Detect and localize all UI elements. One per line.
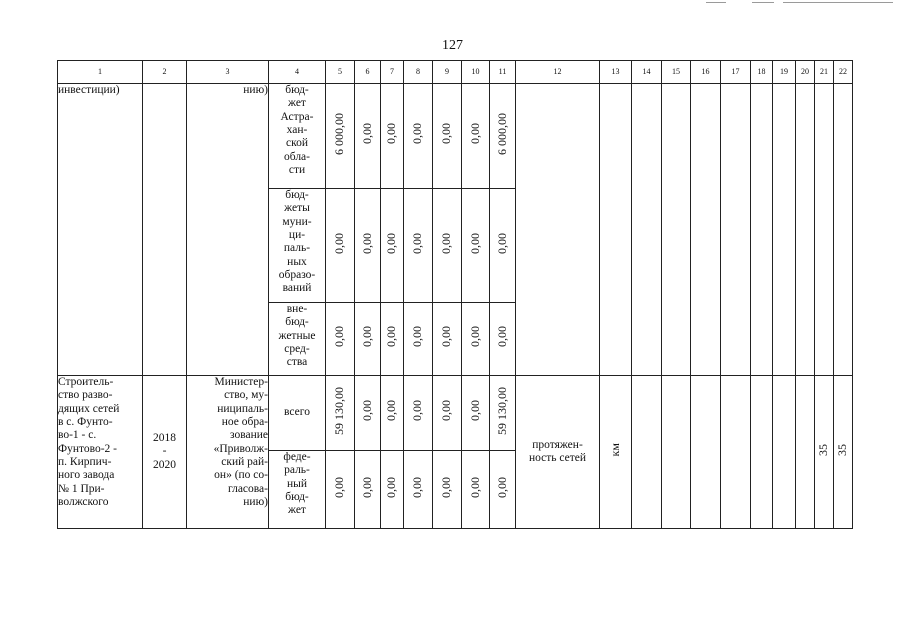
value-text: 0,00 xyxy=(332,232,347,254)
funding-source-cell: феде- раль- ный бюд- жет xyxy=(269,451,326,529)
header-cell: 17 xyxy=(721,61,751,84)
year-cell xyxy=(691,376,721,529)
value-cell xyxy=(462,376,490,451)
value-cell xyxy=(381,451,404,529)
value-cell xyxy=(355,451,381,529)
value-text: 0,00 xyxy=(494,326,509,348)
header-cell: 18 xyxy=(751,61,773,84)
value-cell xyxy=(326,303,355,376)
scan-artifact-line xyxy=(706,2,726,3)
value-text: 59 130,00 xyxy=(332,386,347,435)
value-text: 0,00 xyxy=(439,476,454,498)
value-text: 0,00 xyxy=(384,123,399,145)
header-cell: 14 xyxy=(632,61,662,84)
value-text: 0,00 xyxy=(494,232,509,254)
value-cell xyxy=(433,376,462,451)
project-name-cell xyxy=(58,84,143,376)
executor-cell xyxy=(187,84,269,376)
value-text: 0,00 xyxy=(359,476,374,498)
year-cell xyxy=(773,376,796,529)
value-cell xyxy=(433,451,462,529)
scan-artifact-line xyxy=(783,2,893,3)
value-text: 0,00 xyxy=(384,232,399,254)
year-cell xyxy=(662,84,691,376)
header-cell: 12 xyxy=(516,61,600,84)
target-value-text: 35 xyxy=(835,443,850,456)
header-cell: 8 xyxy=(404,61,433,84)
scan-artifact-line xyxy=(752,2,774,3)
value-cell xyxy=(462,303,490,376)
header-cell: 11 xyxy=(490,61,516,84)
value-text: 0,00 xyxy=(359,326,374,348)
value-cell xyxy=(490,376,516,451)
value-cell xyxy=(490,451,516,529)
year-cell xyxy=(751,376,773,529)
unit-cell xyxy=(600,84,632,376)
header-cell: 10 xyxy=(462,61,490,84)
value-cell xyxy=(462,189,490,303)
value-text: 0,00 xyxy=(384,476,399,498)
value-cell xyxy=(355,376,381,451)
value-cell xyxy=(355,303,381,376)
value-cell xyxy=(381,189,404,303)
project-name-cell: Строитель- ство разво- дящих сетей в с. Фунто- во-1 - с. Фунтово-2 - п. Кирпич- ного завода № 1 При- волжского xyxy=(58,376,143,529)
value-text: 0,00 xyxy=(384,326,399,348)
indicator-cell xyxy=(516,84,600,376)
value-text: 0,00 xyxy=(467,232,482,254)
value-text: 0,00 xyxy=(467,476,482,498)
value-cell xyxy=(326,451,355,529)
header-cell: 9 xyxy=(433,61,462,84)
year-cell xyxy=(751,84,773,376)
value-cell xyxy=(355,189,381,303)
value-text: 0,00 xyxy=(439,232,454,254)
value-cell xyxy=(404,376,433,451)
unit-cell xyxy=(600,376,632,529)
value-cell xyxy=(381,376,404,451)
year-cell xyxy=(691,84,721,376)
value-text: 0,00 xyxy=(384,400,399,422)
project-name-text: инвестиции) xyxy=(58,84,120,96)
table-row xyxy=(58,376,853,451)
value-cell xyxy=(326,189,355,303)
funding-source-cell: бюд- жеты муни- ци- паль- ных образо- ваний xyxy=(269,189,326,303)
year-cell xyxy=(834,84,853,376)
header-row xyxy=(58,61,853,84)
header-cell: 15 xyxy=(662,61,691,84)
year-cell xyxy=(632,84,662,376)
year-cell xyxy=(796,84,815,376)
value-cell xyxy=(462,84,490,189)
value-cell xyxy=(462,451,490,529)
target-value-cell xyxy=(834,376,853,529)
value-cell xyxy=(404,189,433,303)
funding-source-cell: бюд- жет Астра- хан- ской обла- сти xyxy=(269,84,326,189)
value-text: 0,00 xyxy=(410,400,425,422)
page-number: 127 xyxy=(442,38,463,53)
year-cell xyxy=(721,376,751,529)
year-cell xyxy=(815,84,834,376)
value-cell xyxy=(490,189,516,303)
target-value-text: 35 xyxy=(816,443,831,456)
value-cell xyxy=(355,84,381,189)
value-text: 59 130,00 xyxy=(494,386,509,435)
header-cell: 3 xyxy=(187,61,269,84)
header-cell: 19 xyxy=(773,61,796,84)
budget-table xyxy=(57,60,853,529)
value-text: 0,00 xyxy=(332,476,347,498)
header-cell: 2 xyxy=(143,61,187,84)
value-text: 0,00 xyxy=(332,326,347,348)
value-cell xyxy=(326,376,355,451)
value-text: 0,00 xyxy=(467,326,482,348)
value-text: 0,00 xyxy=(359,400,374,422)
value-text: 0,00 xyxy=(467,123,482,145)
funding-source-cell: всего xyxy=(269,376,326,451)
unit-text: км xyxy=(607,443,622,457)
value-text: 0,00 xyxy=(410,123,425,145)
header-cell: 16 xyxy=(691,61,721,84)
executor-text: нию) xyxy=(243,84,268,96)
value-text: 0,00 xyxy=(494,476,509,498)
value-cell xyxy=(404,303,433,376)
value-text: 0,00 xyxy=(410,476,425,498)
target-value-cell xyxy=(815,376,834,529)
value-cell xyxy=(433,189,462,303)
header-cell: 6 xyxy=(355,61,381,84)
year-cell xyxy=(773,84,796,376)
value-text: 0,00 xyxy=(359,232,374,254)
period-cell xyxy=(143,84,187,376)
value-cell xyxy=(381,303,404,376)
table-row xyxy=(58,84,853,189)
header-cell: 1 xyxy=(58,61,143,84)
value-cell xyxy=(490,303,516,376)
year-cell xyxy=(796,376,815,529)
period-cell: 2018 - 2020 xyxy=(143,376,187,529)
executor-cell: Министер- ство, му- ниципаль- ное обра- зование «Приволж- ский рай- он» (по со- гласова- нию) xyxy=(187,376,269,529)
header-cell: 4 xyxy=(269,61,326,84)
header-cell: 5 xyxy=(326,61,355,84)
value-text: 6 000,00 xyxy=(332,112,347,155)
value-text: 0,00 xyxy=(410,232,425,254)
value-text: 0,00 xyxy=(467,400,482,422)
indicator-cell: протяжен- ность сетей xyxy=(516,376,600,529)
funding-source-cell: вне- бюд- жетные сред- ства xyxy=(269,303,326,376)
value-cell xyxy=(433,84,462,189)
value-text: 6 000,00 xyxy=(494,112,509,155)
year-cell xyxy=(721,84,751,376)
header-cell: 20 xyxy=(796,61,815,84)
value-text: 0,00 xyxy=(439,400,454,422)
value-cell xyxy=(381,84,404,189)
value-cell xyxy=(433,303,462,376)
value-text: 0,00 xyxy=(410,326,425,348)
value-text: 0,00 xyxy=(439,326,454,348)
value-cell xyxy=(490,84,516,189)
year-cell xyxy=(662,376,691,529)
value-cell xyxy=(326,84,355,189)
header-cell: 7 xyxy=(381,61,404,84)
value-text: 0,00 xyxy=(359,123,374,145)
header-cell: 22 xyxy=(834,61,853,84)
value-cell xyxy=(404,84,433,189)
header-cell: 13 xyxy=(600,61,632,84)
value-text: 0,00 xyxy=(439,123,454,145)
value-cell xyxy=(404,451,433,529)
header-cell: 21 xyxy=(815,61,834,84)
year-cell xyxy=(632,376,662,529)
